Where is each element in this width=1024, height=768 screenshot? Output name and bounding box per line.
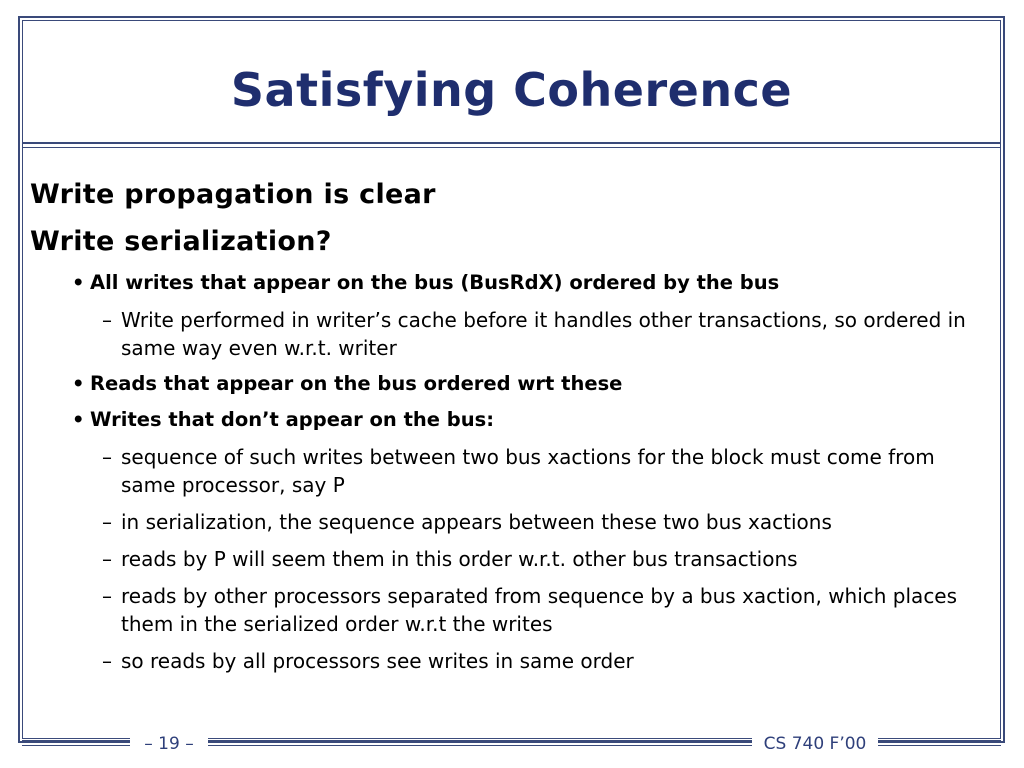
dash-icon: – — [102, 584, 112, 608]
footer-rule-right-thin — [878, 745, 1001, 746]
bullet-dot-icon: • — [72, 271, 85, 294]
sub-bullet-text: so reads by all processors see writes in same order — [121, 649, 634, 673]
bullet-item — [30, 371, 980, 397]
sub-bullet-text: Write performed in writer’s cache before it handles other transactions, so ordered in same way even w.r.t. writer — [121, 308, 966, 360]
title-separator-thin — [22, 147, 1001, 148]
dash-icon: – — [102, 649, 112, 673]
dash-icon: – — [102, 510, 112, 534]
footer-rule-middle-thin — [208, 745, 752, 746]
dash-icon: – — [102, 308, 112, 332]
sub-bullet-item — [30, 306, 980, 362]
heading-write-propagation: Write propagation is clear — [30, 179, 436, 210]
bullet-item — [30, 407, 980, 433]
sub-bullet-item — [30, 508, 980, 536]
sub-bullet-item — [30, 545, 980, 573]
course-label: CS 740 F’00 — [752, 733, 878, 755]
sub-bullet-item — [30, 647, 980, 675]
bullet-item — [30, 270, 980, 296]
slide-body — [30, 176, 980, 684]
dash-icon: – — [102, 547, 112, 571]
sub-bullet-item — [30, 582, 980, 638]
slide-title: Satisfying Coherence — [230, 63, 793, 117]
sub-bullet-item — [30, 443, 980, 499]
sub-bullet-text: reads by other processors separated from sequence by a bus xaction, which places them in the serialized order w.r.t the writes — [121, 584, 958, 636]
bullet-text: All writes that appear on the bus (BusRdX) ordered by the bus — [90, 271, 780, 294]
footer-rule-left — [22, 740, 130, 742]
bullet-text: Reads that appear on the bus ordered wrt these — [90, 372, 623, 395]
title-separator — [22, 142, 1001, 144]
bullet-text: Writes that don’t appear on the bus: — [90, 408, 495, 431]
footer-rule-right — [878, 740, 1001, 742]
dash-icon: – — [102, 445, 112, 469]
sub-bullet-text: sequence of such writes between two bus xactions for the block must come from same processor, say P — [121, 445, 935, 497]
sub-bullet-text: reads by P will seem them in this order w.r.t. other bus transactions — [121, 547, 798, 571]
page-number: – 19 – — [130, 733, 208, 755]
bullet-dot-icon: • — [72, 408, 85, 431]
sub-bullet-text: in serialization, the sequence appears between these two bus xactions — [121, 510, 832, 534]
bullet-dot-icon: • — [72, 372, 85, 395]
footer-rule-middle — [208, 740, 752, 742]
footer-rule-left-thin — [22, 745, 130, 746]
heading-write-serialization: Write serialization? — [30, 226, 332, 257]
